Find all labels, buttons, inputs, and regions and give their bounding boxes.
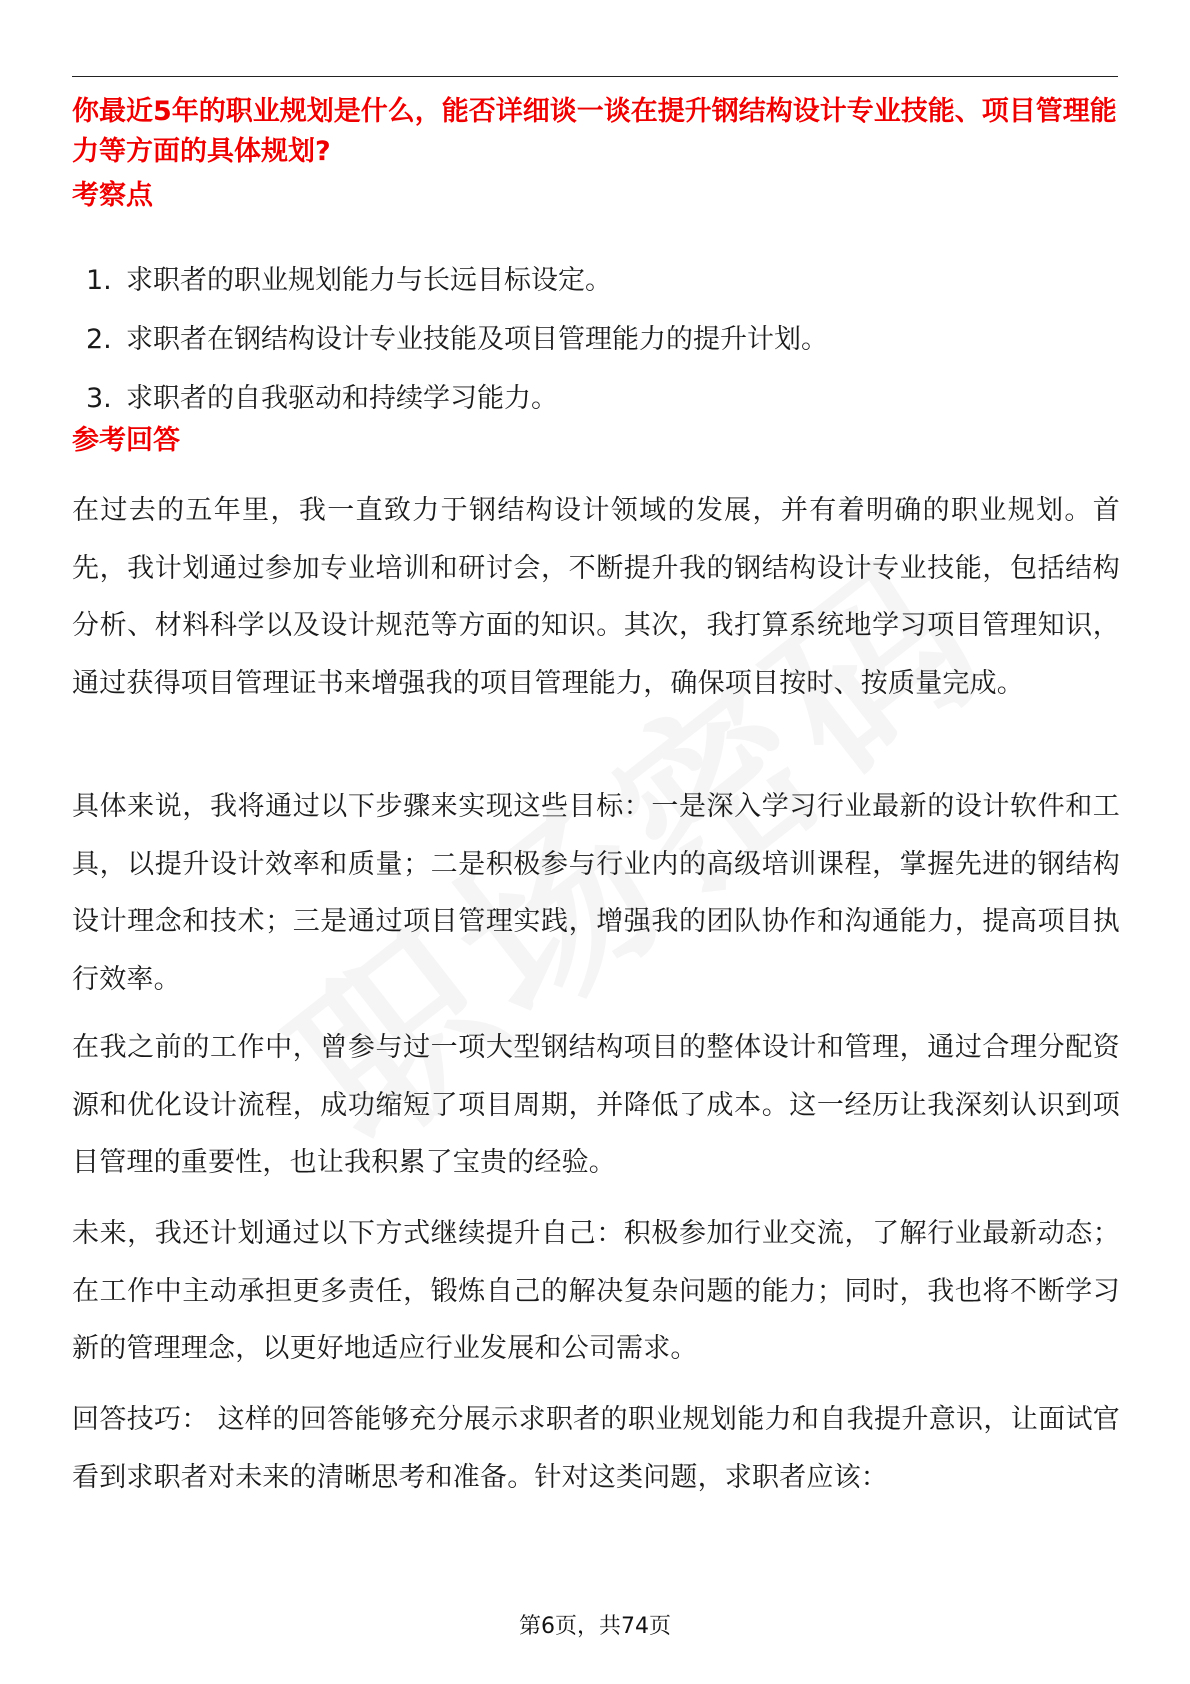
list-item-text: 求职者的职业规划能力与长远目标设定。 xyxy=(126,265,612,296)
list-item xyxy=(86,380,1116,439)
answer-paragraph: 在过去的五年里，我一直致力于钢结构设计领域的发展，并有着明确的职业规划。首先，我计划通过参加专业培训和研讨会，不断提升我的钢结构设计专业技能，包括结构分析、材料科学以及设计规范等方面的知识。其次，我打算系统地学习项目管理知识，通过获得项目管理证书来增强我的项目管理能力，确保项目按时、按质量完成。 xyxy=(72,495,1120,699)
list-item-number: 2. xyxy=(86,324,112,355)
list-item xyxy=(86,262,1116,321)
list-item xyxy=(86,321,1116,380)
assessment-list xyxy=(86,262,1116,439)
list-item-text: 求职者在钢结构设计专业技能及项目管理能力的提升计划。 xyxy=(126,324,828,355)
list-item-text: 求职者的自我驱动和持续学习能力。 xyxy=(126,383,558,414)
page-number: 第6页，共74页 xyxy=(519,1614,671,1639)
top-divider xyxy=(72,76,1118,77)
question-title: 你最近5年的职业规划是什么，能否详细谈一谈在提升钢结构设计专业技能、项目管理能力等方面的具体规划? xyxy=(72,96,1117,167)
list-item-number: 1. xyxy=(86,265,112,296)
answer-paragraph: 具体来说，我将通过以下步骤来实现这些目标：一是深入学习行业最新的设计软件和工具，以提升设计效率和质量；二是积极参与行业内的高级培训课程，掌握先进的钢结构设计理念和技术；三是通过项目管理实践，增强我的团队协作和沟通能力，提高项目执行效率。 xyxy=(72,791,1120,995)
assessment-heading: 考察点 xyxy=(72,180,153,211)
answer-paragraph: 未来，我还计划通过以下方式继续提升自己：积极参加行业交流，了解行业最新动态；在工作中主动承担更多责任，锻炼自己的解决复杂问题的能力；同时，我也将不断学习新的管理理念，以更好地适应行业发展和公司需求。 xyxy=(72,1218,1120,1364)
answer-paragraph: 在我之前的工作中，曾参与过一项大型钢结构项目的整体设计和管理，通过合理分配资源和优化设计流程，成功缩短了项目周期，并降低了成本。这一经历让我深刻认识到项目管理的重要性，也让我积累了宝贵的经验。 xyxy=(72,1032,1120,1178)
reference-heading: 参考回答 xyxy=(72,425,180,456)
answer-tips-paragraph: 回答技巧： 这样的回答能够充分展示求职者的职业规划能力和自我提升意识，让面试官看到求职者对未来的清晰思考和准备。针对这类问题，求职者应该： xyxy=(72,1404,1120,1493)
list-item-number: 3. xyxy=(86,383,112,414)
